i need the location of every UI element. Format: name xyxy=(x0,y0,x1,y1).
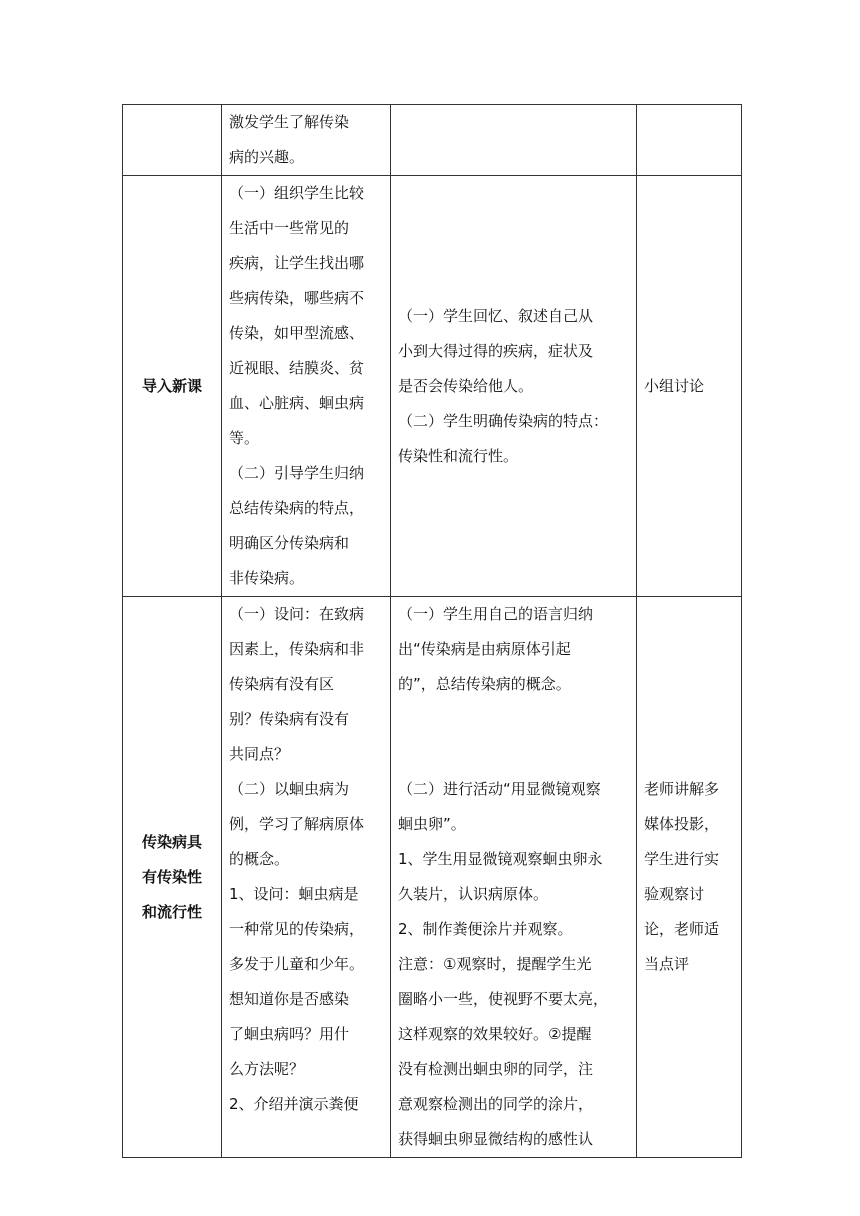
text-line: 2、制作粪便涂片并观察。 xyxy=(398,920,573,938)
text-line: 媒体投影， xyxy=(644,815,720,833)
text-line: 1、学生用显微镜观察蛔虫卵永 xyxy=(398,850,603,868)
text-line: 2、介绍并演示粪便 xyxy=(229,1095,359,1113)
text-line: 验观察讨 xyxy=(644,885,705,903)
method-cell xyxy=(637,597,742,1158)
method-cell xyxy=(637,105,742,176)
text-line: 血、心脏病、蛔虫病 xyxy=(229,394,365,412)
student-activity-text-b xyxy=(391,772,636,1157)
text-line: 蛔虫卵”。 xyxy=(398,815,466,833)
method-text: 小组讨论 xyxy=(644,376,705,395)
text-line: 注意：①观察时，提醒学生光 xyxy=(398,955,592,973)
text-line: 想知道你是否感染 xyxy=(229,990,350,1008)
stage-label xyxy=(123,825,221,930)
text-line: 生活中一些常见的 xyxy=(229,219,350,237)
text-line: 些病传染，哪些病不 xyxy=(229,289,365,307)
text-line: 共同点？ xyxy=(229,745,290,763)
text-line: 老师讲解多 xyxy=(644,780,720,798)
text-line: （二）以蛔虫病为 xyxy=(229,780,350,798)
text-line: 一种常见的传染病， xyxy=(229,920,365,938)
spacer xyxy=(391,702,636,737)
teacher-activity-cell xyxy=(222,105,391,176)
text-line: （一）设问：在致病 xyxy=(229,605,365,623)
table-row xyxy=(123,176,742,597)
text-line: （二）进行活动“用显微镜观察 xyxy=(398,780,601,798)
text-line: 有传染性 xyxy=(141,867,202,886)
text-line: 传染性和流行性。 xyxy=(398,446,519,465)
text-line: 学生进行实 xyxy=(644,850,720,868)
text-line: 疾病，让学生找出哪 xyxy=(229,254,365,272)
text-line: 意观察检测出的同学的涂片， xyxy=(398,1095,594,1113)
teacher-activity-cell xyxy=(222,597,391,1158)
student-activity-cell xyxy=(391,176,637,597)
stage-cell xyxy=(123,105,222,176)
student-activity-text-a xyxy=(391,597,636,702)
spacer xyxy=(391,737,636,772)
text-line: 等。 xyxy=(229,429,260,447)
student-activity-cell xyxy=(391,105,637,176)
table-row xyxy=(123,597,742,1158)
text-line: 圈略小一些，使视野不要太亮， xyxy=(398,990,609,1008)
text-line: 总结传染病的特点， xyxy=(229,499,365,517)
text-line: 非传染病。 xyxy=(229,569,305,587)
teacher-activity-text xyxy=(222,105,390,175)
text-line: 获得蛔虫卵显微结构的感性认 xyxy=(398,1130,594,1148)
text-line: （一）学生回忆、叙述自己从 xyxy=(398,306,594,325)
text-line: 论，老师适 xyxy=(644,920,720,938)
teacher-activity-text xyxy=(222,597,390,1122)
text-line: （二）引导学生归纳 xyxy=(229,464,365,482)
text-line: 1、设问：蛔虫病是 xyxy=(229,885,359,903)
text-line: 和流行性 xyxy=(141,902,202,921)
text-line: 出“传染病是由病原体引起 xyxy=(398,640,571,658)
text-line: （一）组织学生比较 xyxy=(229,184,365,202)
text-line: 小到大得过得的疾病，症状及 xyxy=(398,341,594,360)
method-text xyxy=(637,772,741,982)
text-line: 病的兴趣。 xyxy=(229,148,305,166)
text-line: 明确区分传染病和 xyxy=(229,534,350,552)
stage-cell xyxy=(123,176,222,597)
text-line: （一）学生用自己的语言归纳 xyxy=(398,605,594,623)
text-line: 传染病具 xyxy=(141,832,202,851)
text-line: 么方法呢？ xyxy=(229,1060,305,1078)
text-line: 激发学生了解传染 xyxy=(229,113,350,131)
stage-label: 导入新课 xyxy=(141,376,202,395)
teacher-activity-text xyxy=(222,176,390,596)
teacher-activity-cell xyxy=(222,176,391,597)
text-line: 传染，如甲型流感、 xyxy=(229,324,365,342)
text-line: 多发于儿童和少年。 xyxy=(229,955,365,973)
lesson-plan-table xyxy=(122,104,742,1158)
text-line: 因素上，传染病和非 xyxy=(229,640,365,658)
student-activity-cell xyxy=(391,597,637,1158)
text-line: 了蛔虫病吗？用什 xyxy=(229,1025,350,1043)
text-line: 是否会传染给他人。 xyxy=(398,376,534,395)
text-line: 传染病有没有区 xyxy=(229,675,335,693)
text-line: 没有检测出蛔虫卵的同学，注 xyxy=(398,1060,594,1078)
text-line: 当点评 xyxy=(644,955,690,973)
table-row xyxy=(123,105,742,176)
stage-cell xyxy=(123,597,222,1158)
text-line: （二）学生明确传染病的特点： xyxy=(398,411,609,430)
text-line: 例，学习了解病原体 xyxy=(229,815,365,833)
text-line: 近视眼、结膜炎、贫 xyxy=(229,359,365,377)
text-line: 久装片，认识病原体。 xyxy=(398,885,549,903)
text-line: 的概念。 xyxy=(229,850,290,868)
text-line: 的”，总结传染病的概念。 xyxy=(398,675,571,693)
text-line: 别？传染病有没有 xyxy=(229,710,350,728)
student-activity-text xyxy=(391,299,636,474)
text-line: 这样观察的效果较好。②提醒 xyxy=(398,1025,592,1043)
method-cell xyxy=(637,176,742,597)
